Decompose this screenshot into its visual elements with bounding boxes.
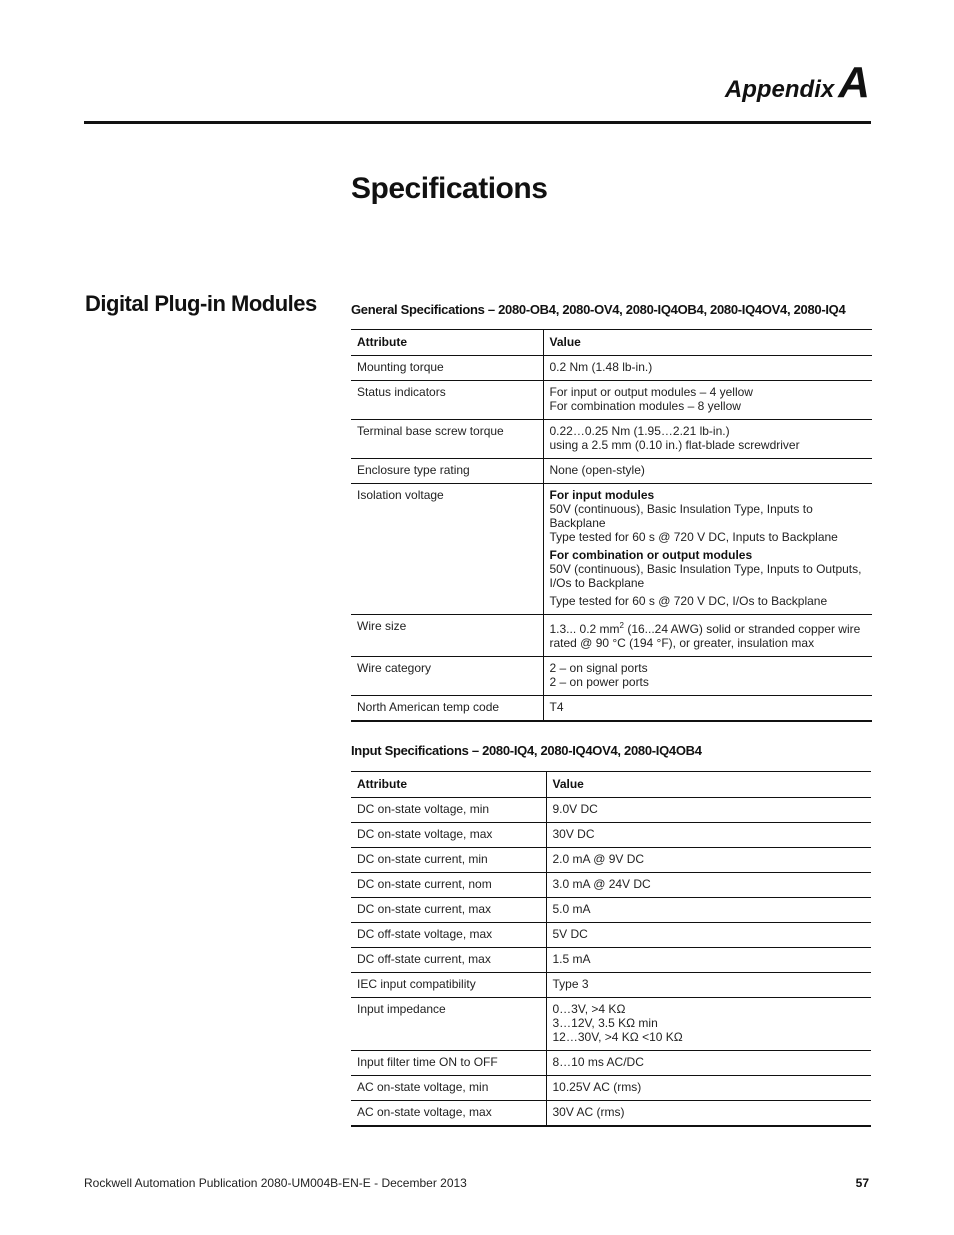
value-cell: 10.25V AC (rms) — [546, 1076, 871, 1101]
value-cell — [543, 420, 872, 459]
column-header-attribute: Attribute — [351, 772, 546, 798]
footer-publication: Rockwell Automation Publication 2080-UM004B-EN-E - December 2013 — [84, 1176, 467, 1190]
table-header-row — [351, 772, 871, 798]
value-cell: Type 3 — [546, 973, 871, 998]
attribute-cell: North American temp code — [351, 696, 543, 722]
attribute-cell: DC on-state voltage, min — [351, 798, 546, 823]
appendix-heading — [725, 58, 870, 108]
table-row — [351, 1076, 871, 1101]
attribute-cell: AC on-state voltage, max — [351, 1101, 546, 1127]
column-header-value: Value — [546, 772, 871, 798]
value-line: For combination modules – 8 yellow — [549, 399, 741, 413]
column-header-attribute: Attribute — [351, 330, 543, 356]
attribute-cell: DC on-state current, nom — [351, 873, 546, 898]
attribute-cell: Terminal base screw torque — [351, 420, 543, 459]
table-row — [351, 657, 872, 696]
value-cell — [543, 381, 872, 420]
value-cell: T4 — [543, 696, 872, 722]
combination-modules-heading: For combination or output modules — [549, 548, 753, 562]
table-row — [351, 484, 872, 615]
table-row — [351, 696, 872, 722]
attribute-cell: DC off-state current, max — [351, 948, 546, 973]
value-cell — [543, 484, 872, 615]
attribute-cell: Mounting torque — [351, 356, 543, 381]
input-specifications-table — [351, 771, 871, 1127]
page-number: 57 — [855, 1176, 869, 1190]
table-row — [351, 823, 871, 848]
value-cell: 0.2 Nm (1.48 lb-in.) — [543, 356, 872, 381]
value-cell — [543, 615, 872, 657]
header-rule — [84, 121, 871, 124]
input-modules-heading: For input modules — [549, 488, 655, 502]
value-cell: 8…10 ms AC/DC — [546, 1051, 871, 1076]
table-row — [351, 1051, 871, 1076]
wire-size-value-rest: (16...24 AWG) solid or stranded copper wire rated @ 90 °C (194 °F), or greater, insulation max — [549, 622, 861, 650]
column-header-value: Value — [543, 330, 872, 356]
table-row — [351, 848, 871, 873]
value-cell: 5V DC — [546, 923, 871, 948]
table-row — [351, 381, 872, 420]
value-line: 12…30V, >4 KΩ <10 KΩ — [552, 1030, 683, 1044]
attribute-cell: Isolation voltage — [351, 484, 543, 615]
general-table-caption: General Specifications – 2080-OB4, 2080-OV4, 2080-IQ4OB4, 2080-IQ4OV4, 2080-IQ4 — [351, 302, 846, 317]
value-cell: 30V DC — [546, 823, 871, 848]
table-row — [351, 459, 872, 484]
appendix-word: Appendix — [724, 76, 835, 103]
value-line: Type tested for 60 s @ 720 V DC, Inputs to Backplane — [549, 530, 838, 544]
attribute-cell: DC on-state current, min — [351, 848, 546, 873]
table-row — [351, 873, 871, 898]
table-row — [351, 420, 872, 459]
table-row — [351, 948, 871, 973]
attribute-cell: Wire category — [351, 657, 543, 696]
input-table-caption: Input Specifications – 2080-IQ4, 2080-IQ4OV4, 2080-IQ4OB4 — [351, 743, 702, 758]
value-line: 50V (continuous), Basic Insulation Type, Inputs to Backplane — [549, 502, 813, 530]
appendix-letter: A — [838, 58, 870, 107]
value-cell: 2.0 mA @ 9V DC — [546, 848, 871, 873]
value-cell: None (open-style) — [543, 459, 872, 484]
value-cell — [543, 657, 872, 696]
page-title: Specifications — [351, 172, 548, 205]
attribute-cell: DC off-state voltage, max — [351, 923, 546, 948]
attribute-cell: DC on-state voltage, max — [351, 823, 546, 848]
wire-size-value: 1.3... 0.2 mm — [549, 622, 620, 636]
value-line: using a 2.5 mm (0.10 in.) flat-blade screwdriver — [549, 438, 800, 452]
value-line: 2 – on signal ports — [549, 661, 648, 675]
attribute-cell: Input filter time ON to OFF — [351, 1051, 546, 1076]
value-line: For input or output modules – 4 yellow — [549, 385, 753, 399]
value-line: 0.22…0.25 Nm (1.95…2.21 lb-in.) — [549, 424, 730, 438]
attribute-cell: Wire size — [351, 615, 543, 657]
table-row — [351, 998, 871, 1051]
table-row — [351, 923, 871, 948]
attribute-cell: Enclosure type rating — [351, 459, 543, 484]
value-line: 50V (continuous), Basic Insulation Type, Inputs to Outputs, I/Os to Backplane — [549, 562, 862, 590]
table-row — [351, 356, 872, 381]
attribute-cell: Input impedance — [351, 998, 546, 1051]
table-header-row — [351, 330, 872, 356]
value-cell: 30V AC (rms) — [546, 1101, 871, 1127]
table-row — [351, 898, 871, 923]
attribute-cell: Status indicators — [351, 381, 543, 420]
table-row — [351, 973, 871, 998]
section-title: Digital Plug-in Modules — [85, 291, 317, 316]
table-row — [351, 615, 872, 657]
attribute-cell: IEC input compatibility — [351, 973, 546, 998]
table-row — [351, 1101, 871, 1127]
attribute-cell: DC on-state current, max — [351, 898, 546, 923]
value-cell: 5.0 mA — [546, 898, 871, 923]
value-cell — [546, 998, 871, 1051]
superscript: 2 — [619, 621, 624, 630]
value-line: 3…12V, 3.5 KΩ min — [552, 1016, 658, 1030]
table-row — [351, 798, 871, 823]
value-cell: 3.0 mA @ 24V DC — [546, 873, 871, 898]
attribute-cell: AC on-state voltage, min — [351, 1076, 546, 1101]
value-line: 2 – on power ports — [549, 675, 649, 689]
general-specifications-table — [351, 329, 872, 722]
value-cell: 9.0V DC — [546, 798, 871, 823]
value-cell: 1.5 mA — [546, 948, 871, 973]
value-line: 0…3V, >4 KΩ — [552, 1002, 626, 1016]
value-line: Type tested for 60 s @ 720 V DC, I/Os to Backplane — [549, 594, 828, 608]
